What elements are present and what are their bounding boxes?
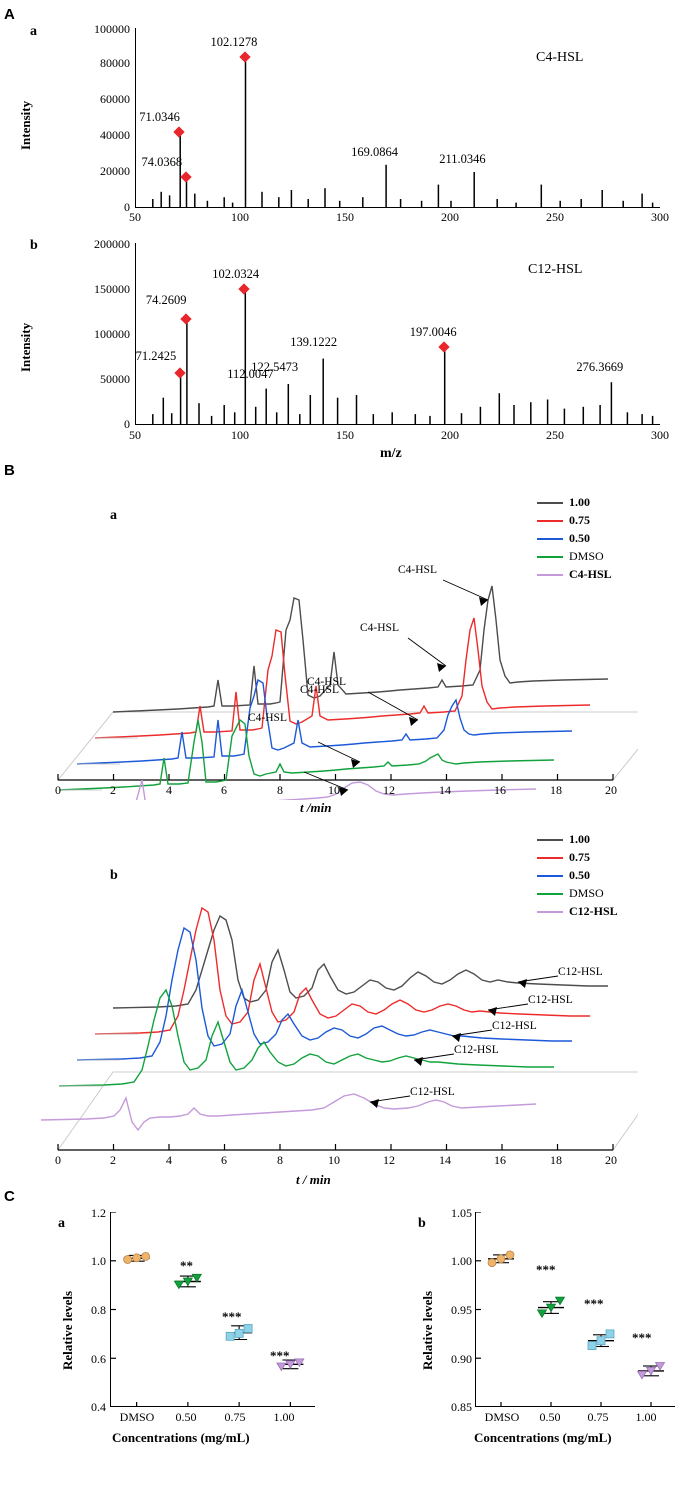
legend-item-0.75[interactable]: 0.75 [537,513,612,528]
subpanel-letter-ms-b: b [30,238,38,253]
legend-swatch [537,574,563,576]
hplc-b-legend [537,832,618,922]
subpanel-letter-c-b: b [418,1216,426,1231]
subpanel-letter-c-a: a [58,1216,65,1231]
subpanel-letter-ms-a: a [30,24,37,39]
c-b-xlabel: Concentrations (mg/mL) [474,1430,612,1445]
hplc-b-annotation-1: C12-HSL [528,994,573,1006]
c-b-significance-1.00: *** [632,1330,652,1345]
hplc-a-annotation-2: C4-HSL [307,676,346,688]
hplc-b-annotation-0: C12-HSL [558,966,603,978]
ms-peak-label: 169.0864 [351,144,398,159]
ms-peak-label: 71.2425 [135,349,177,364]
legend-swatch [537,520,563,522]
ms-peak-label: 71.0346 [139,110,180,125]
c-a-significance-0.50: ** [180,1258,193,1273]
c-a-significance-1.00: *** [270,1348,290,1363]
legend-swatch [537,556,563,558]
hplc-a-annotation-3b: C4-HSL [300,684,339,696]
ms-xaxis-label: m/z [380,446,402,461]
subpanel-letter-hplc-b: b [110,868,118,883]
panel-letter-B: B [4,462,15,479]
ms-peak-label: 102.1278 [210,34,258,49]
panel-letter-A: A [4,6,15,23]
legend-swatch [537,502,563,504]
ms-peak-label: 276.3669 [576,360,624,375]
ms-b-compound-label: C12-HSL [528,262,583,277]
hplc-b-annotation-3: C12-HSL [454,1044,499,1056]
ms-peak-label: 122.5473 [251,360,299,375]
ms-peak-label: 211.0346 [439,152,486,166]
c-a-scatter [111,1212,316,1407]
hplc-a-annotation-1: C4-HSL [360,622,399,634]
hplc-b-xlabel: t / min [296,1172,331,1187]
hplc-a-annotation-4: C4-HSL [248,712,287,724]
c-a-ylabel: Relative levels [60,1290,75,1370]
legend-swatch [537,875,563,877]
hplc-b-annotation-4: C12-HSL [410,1086,455,1098]
legend-item-c12hsl[interactable]: C12-HSL [537,904,618,919]
ms-peak-label: 74.2609 [145,292,187,307]
ms-peak-label: 197.0046 [409,324,457,339]
c-a-plot-area [110,1212,315,1407]
ms-peak-label: 102.0324 [212,266,260,281]
legend-item-0.75[interactable]: 0.75 [537,850,618,865]
c-a-xlabel: Concentrations (mg/mL) [112,1430,250,1445]
hplc-a-legend [537,495,612,585]
ms-peak-label: 74.0368 [141,155,183,170]
hplc-b-annotation-2: C12-HSL [492,1020,537,1032]
legend-swatch [537,911,563,913]
ms-peak-label: 139.1222 [290,334,338,349]
legend-item-0.50[interactable]: 0.50 [537,868,618,883]
panel-letter-C: C [4,1188,15,1205]
legend-swatch [537,893,563,895]
legend-item-1.00[interactable]: 1.00 [537,832,618,847]
c-b-significance-0.50: *** [536,1262,556,1277]
legend-swatch [537,839,563,841]
subpanel-letter-hplc-a: a [110,508,117,523]
legend-item-1.00[interactable]: 1.00 [537,495,612,510]
legend-swatch [537,857,563,859]
legend-item-c4hsl[interactable]: C4-HSL [537,567,612,582]
legend-item-dmso[interactable]: DMSO [537,886,618,901]
ms-b-ylabel: Intensity [18,322,33,372]
legend-item-dmso[interactable]: DMSO [537,549,612,564]
c-b-plot-area [475,1212,675,1407]
legend-item-0.50[interactable]: 0.50 [537,531,612,546]
hplc-a-annotation-0: C4-HSL [398,564,437,576]
legend-swatch [537,538,563,540]
c-b-ylabel: Relative levels [420,1290,435,1370]
c-b-scatter [476,1212,676,1407]
ms-peak-label: 112.0047 [227,366,274,381]
c-a-significance-0.75: *** [222,1309,242,1324]
ms-a-compound-label: C4-HSL [536,50,584,65]
ms-a-ylabel: Intensity [18,100,33,150]
c-b-significance-0.75: *** [584,1296,604,1311]
hplc-a-xlabel: t /min [300,800,332,815]
